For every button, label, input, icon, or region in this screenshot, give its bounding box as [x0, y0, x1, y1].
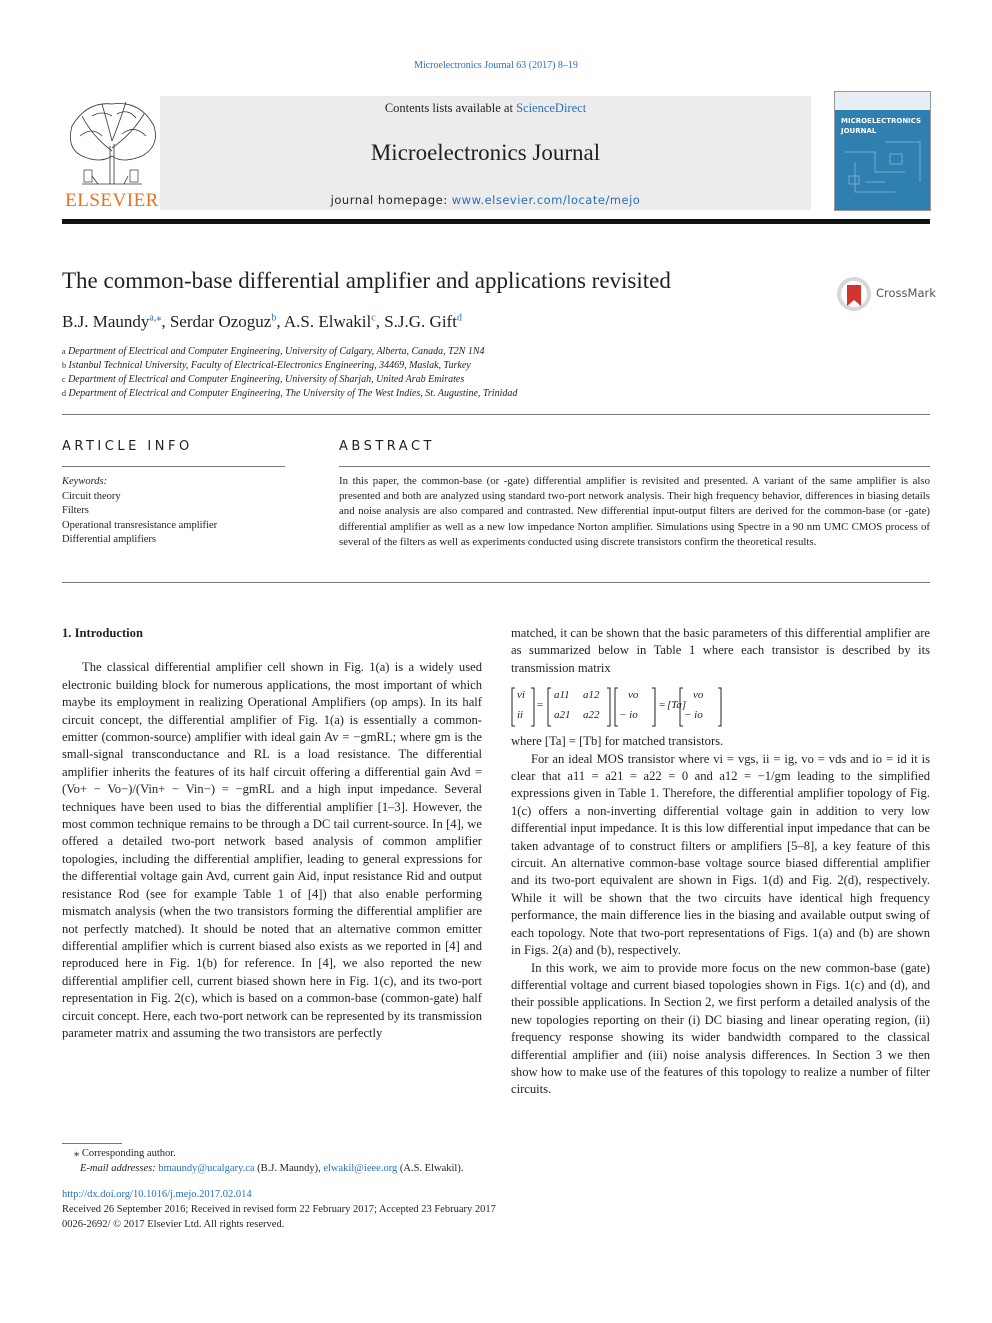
divider: [62, 466, 285, 467]
affiliation-item: [62, 359, 517, 373]
sciencedirect-link[interactable]: ScienceDirect: [516, 101, 587, 115]
crossmark-icon: [836, 276, 872, 312]
keyword-item: Operational transresistance amplifier: [62, 519, 218, 531]
keywords-label: Keywords:: [62, 476, 108, 487]
eq-lhs-top: vi: [517, 689, 525, 702]
email-owner: (B.J. Maundy),: [254, 1163, 324, 1174]
affiliation-text: Department of Electrical and Computer Engineering, University of Sharjah, United Arab Emirates: [68, 374, 465, 385]
affiliation-text: Istanbul Technical University, Faculty of Electrical-Electronics Engineering, 34469, Maslak, Turkey: [68, 360, 471, 371]
copyright-line: 0026-2692/ © 2017 Elsevier Ltd. All rights reserved.: [62, 1219, 285, 1230]
article-title: The common-base differential amplifier and applications revisited: [62, 268, 671, 293]
author-affiliation-mark[interactable]: a,⁎: [149, 312, 162, 324]
divider: [62, 414, 930, 415]
publisher-name: ELSEVIER: [65, 190, 159, 211]
author-name[interactable]: A.S. Elwakil: [283, 312, 372, 331]
eq-m12: a12: [583, 689, 600, 702]
eq-m21: a21: [554, 709, 571, 722]
affiliation-item: [62, 387, 517, 401]
contents-line: [160, 101, 811, 116]
doi-link[interactable]: http://dx.doi.org/10.1016/j.mejo.2017.02.014: [62, 1189, 252, 1200]
author-name[interactable]: Serdar Ozoguz: [169, 312, 272, 331]
footnotes: [62, 1146, 463, 1176]
keywords-block: [62, 475, 217, 548]
transmission-matrix-equation: [511, 685, 930, 729]
homepage-link[interactable]: www.elsevier.com/locate/mejo: [451, 193, 641, 207]
affiliations: [62, 345, 517, 401]
circuit-pattern-icon: [835, 92, 930, 210]
affiliation-mark: a: [62, 347, 66, 356]
affiliation-item: [62, 345, 517, 359]
affiliation-text: Department of Electrical and Computer Engineering, The University of The West Indies, St. Augustine, Trinidad: [68, 388, 518, 399]
eq-m22: a22: [583, 709, 600, 722]
eq-rhs2-top: vo: [693, 689, 704, 702]
email-link[interactable]: bmaundy@ucalgary.ca: [158, 1163, 255, 1174]
keyword-item: Circuit theory: [62, 490, 121, 502]
body-paragraph: where [Ta] = [Tb] for matched transistors.: [511, 734, 724, 749]
crossmark-badge[interactable]: [836, 276, 936, 312]
cover-title: MICROELECTRONICS JOURNAL: [841, 117, 922, 135]
homepage-line: [160, 193, 811, 207]
body-column-right: [511, 625, 930, 1099]
homepage-prefix: journal homepage:: [330, 193, 452, 207]
elsevier-logo: [62, 96, 162, 212]
contents-prefix: Contents lists available at: [384, 101, 517, 115]
email-owner: (A.S. Elwakil).: [397, 1163, 464, 1174]
section-heading: 1. Introduction: [62, 626, 143, 640]
eq-rhs1-top: vo: [628, 689, 639, 702]
author-affiliation-mark[interactable]: b: [271, 312, 277, 324]
doi-block: [62, 1187, 496, 1232]
footnote-rule: [62, 1143, 122, 1144]
eq-rhs2-bottom: − io: [684, 709, 703, 722]
journal-name: Microelectronics Journal: [370, 140, 601, 165]
eq-lhs-bottom: ii: [517, 709, 524, 722]
crossmark-label: CrossMark: [876, 286, 936, 300]
affiliation-text: Department of Electrical and Computer Engineering, University of Calgary, Alberta, Canada, T2N 1N4: [68, 346, 485, 357]
body-paragraph: For an ideal MOS transistor where vi = vgs, ii = ig, vo = vds and io = id it is clear that a11 = a21 = a22 = 0 and a12 = −1/gm leading to the simplified expressions given in Table 1. Therefore, the differential amplifier topology of Fig. 1(c) offers a non-inverting differential voltage gain in addition to very low differential input impedance. It is this low differential input impedance that can be taken advantage of to construct filters or amplifiers [5–8], a key feature of this circuit. An alternative common-base voltage source biased differential amplifier and its two-port equivalent are shown in Figs. 1(d) and Fig. 2(d), respectively. While it will be shown that the two circuits have identical high frequency performance, the main difference lies in the biasing and available output swing of each topology. Note that two-port representations of Figs. 1(a) and (b) are shown in Figs. 2(a) and (b), respectively.: [511, 751, 930, 958]
author-name[interactable]: S.J.G. Gift: [384, 312, 457, 331]
author-affiliation-mark[interactable]: d: [456, 312, 462, 324]
body-paragraph: The classical differential amplifier cell shown in Fig. 1(a) is a widely used electronic building block for numerous applications, the most important of which maybe its employment in realizing Operational Amplifiers (op amps). In its half circuit concept, the differential amplifier of Fig. 1(a) is essentially a common-emitter (common-source) amplifier with ideal gain Av = −gmRL; where gm is the small-signal transconductance and RL is a load resistance. The differential amplifier inherits the features of its half circuit offering a differential gain Avd = (Vo+ − Vo−)/(Vin+ − Vin−) = −gmRL and a high input impedance. Several techniques have been used to bias the differential amplifier [1–3]. However, the most common technique remains to be through a DC tail current-source. In [4], we offered a detailed two-port network based analysis of common amplifier topologies, including the differential amplifier, leading to general expressions for the differential voltage gain Avd, current gain Aid, input resistance Rid and output resistance Rod (see for example Table 1 of [4]) that also enable performing mismatch analysis (when the two transistors forming the differential amplifier are not perfectly matched). It should be noted that an alternative common emitter differential amplifier which is current biased also exists as we reported in [4] and reproduced here in Fig. 1(b) for reference. In [4], we also reported the new differential amplifier cell, current biased shown here in Fig. 1(c), and its two-port representation in Fig. 2(c), which is based on a common-base (common-gate) half circuit concept. Here, each two-port network can be represented by its transmission parameter matrix and assuming the two transistors are perfectly: [62, 660, 482, 1040]
affiliation-mark: d: [62, 389, 66, 398]
keyword-item: Differential amplifiers: [62, 534, 156, 545]
author-list: B.J. Maundy$^{a,⁎}$, Serdar Ozoguz$^b$, A.S. Elwakil$^c$, S.J.G. Gift$^d$: [62, 312, 462, 331]
email-link[interactable]: elwakil@ieee.org: [323, 1163, 398, 1174]
corresponding-author-note: ⁎ Corresponding author.: [74, 1148, 176, 1159]
eq-equals: =: [537, 699, 544, 712]
eq-ta: [Ta]: [667, 699, 687, 712]
author-affiliation-mark[interactable]: c: [371, 312, 376, 324]
affiliation-mark: b: [62, 361, 66, 370]
eq-rhs1-bottom: − io: [619, 709, 638, 722]
journal-reference[interactable]: Microelectronics Journal 63 (2017) 8–19: [414, 60, 578, 71]
eq-equals: =: [659, 699, 666, 712]
header-rule: [62, 219, 930, 224]
body-paragraph: matched, it can be shown that the basic parameters of this differential amplifier are as summarized below in Table 1 where each transistor is described by its transmission matrix: [511, 626, 930, 675]
affiliation-mark: c: [62, 375, 66, 384]
email-line: [62, 1161, 463, 1176]
abstract-text: In this paper, the common-base (or -gate) differential amplifier is revisited and presented. A variant of the same amplifier is also presented and both are analyzed using standard two-port network analysis. Their high frequency behavior, differences in biasing details and noise analysis are also compared and contrasted. New differential input-output filters are derived for the common-base (or -gate) differential amplifier as well as a new low impedance Norton amplifier. Simulations using Spectre in a 90 nm UMC CMOS process of several of the filters as well as experiments conducted using discrete transistors confirm the theoretical results.: [339, 475, 930, 548]
journal-cover-thumbnail[interactable]: [834, 91, 931, 211]
email-label: E-mail addresses:: [80, 1163, 159, 1174]
divider: [339, 466, 930, 467]
body-paragraph: In this work, we aim to provide more focus on the new common-base (gate) differential voltage and current biased topologies shown in Figs. 1(c) and (d), and their possible applications. In Section 2, we first perform a detailed analysis of the new topologies reporting on their (i) DC biasing and linear operating region, (ii) frequency response showing its wider bandwidth compared to the classical differential amplifier and (iii) noise analysis differences. In Section 3 we then show how to make use of the features of this topology to realize a number of filter circuits.: [511, 960, 930, 1097]
body-column-left: [62, 625, 482, 1042]
article-info-heading: ARTICLE INFO: [62, 439, 193, 454]
article-history: Received 26 September 2016; Received in revised form 22 February 2017; Accepted 23 February 2017: [62, 1204, 496, 1215]
abstract-heading: ABSTRACT: [339, 439, 435, 454]
author-name[interactable]: B.J. Maundy: [62, 312, 150, 331]
keyword-item: Filters: [62, 505, 89, 516]
affiliation-item: [62, 373, 517, 387]
eq-m11: a11: [554, 689, 570, 702]
divider: [62, 582, 930, 583]
